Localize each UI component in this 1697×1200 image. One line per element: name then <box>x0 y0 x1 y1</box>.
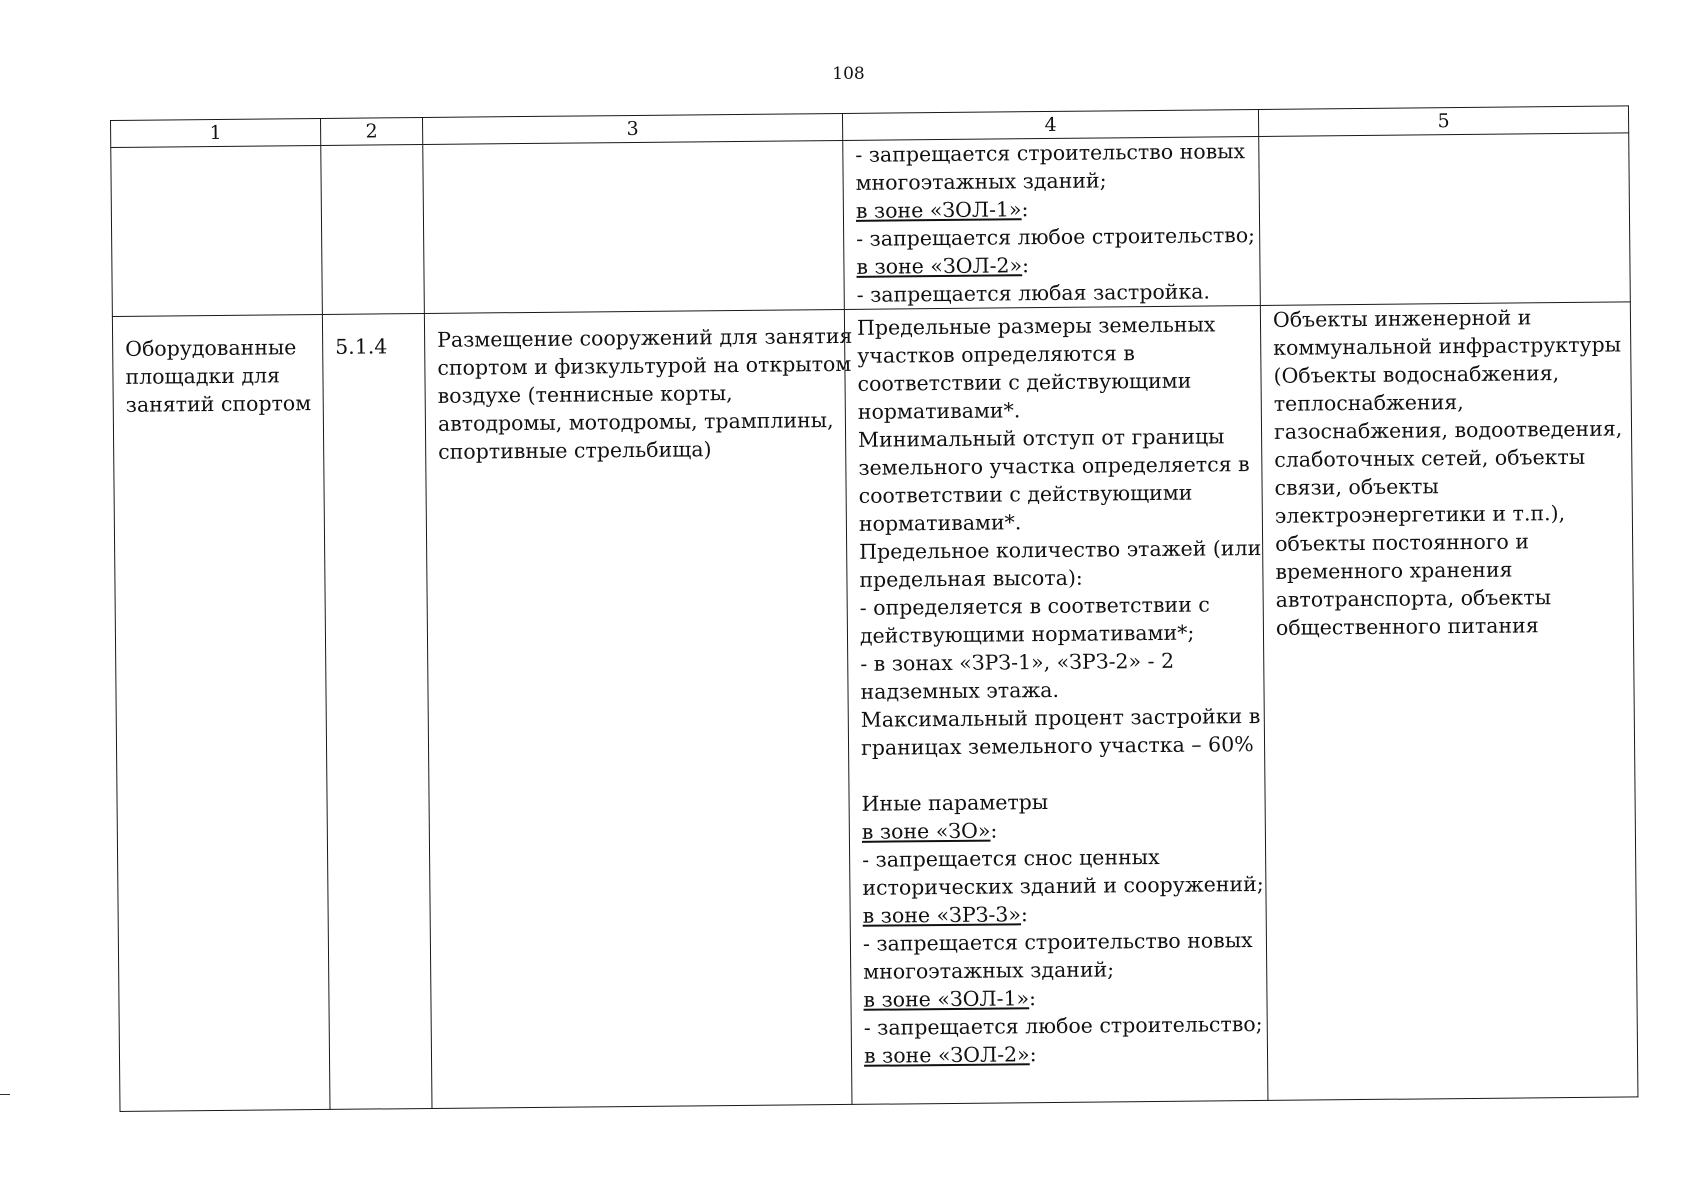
zone-heading-colon: : <box>1029 1042 1037 1067</box>
auxiliary-line: временного хранения <box>1275 557 1513 584</box>
zone-heading-line <box>856 193 1247 225</box>
parameter-line <box>861 786 1252 818</box>
zone-heading-text: в зоне «ЗРЗ-3» <box>862 902 1022 928</box>
auxiliary-uses-cell <box>1260 302 1638 1101</box>
header-col-1: 1 <box>111 118 321 147</box>
parameter-text: - запрещается любая застройка. <box>856 279 1211 307</box>
parameter-line <box>857 310 1248 342</box>
zone-heading-line <box>862 814 1253 846</box>
parameter-line <box>858 450 1249 482</box>
parameter-line <box>861 730 1252 762</box>
parameter-line <box>860 674 1251 706</box>
regulation-table-wrapper <box>110 105 1638 1112</box>
header-col-5: 5 <box>1258 106 1628 137</box>
parameter-text: нормативами*. <box>858 510 1022 536</box>
auxiliary-line: коммунальной инфраструктуры <box>1273 332 1622 360</box>
parameter-text: соответствии с действующими <box>857 368 1192 396</box>
zone-heading-colon: : <box>1028 986 1037 1011</box>
parameter-text: предельная высота): <box>859 565 1083 592</box>
auxiliary-line: теплоснабжения, <box>1273 390 1464 416</box>
parameter-text: действующими нормативами*; <box>859 620 1195 648</box>
zone-heading-text: в зоне «ЗО» <box>861 818 991 844</box>
continuation-row <box>111 133 1631 317</box>
header-col-3: 3 <box>422 113 842 144</box>
auxiliary-line: общественного питания <box>1275 613 1539 640</box>
parameter-line <box>860 590 1251 622</box>
zone-heading-colon: : <box>1021 197 1029 222</box>
parameter-text: многоэтажных зданий; <box>863 957 1115 984</box>
description-line: спортивные стрельбища) <box>438 437 712 464</box>
use-code: 5.1.4 <box>335 334 388 359</box>
use-code-cell <box>322 313 432 1109</box>
zone-heading-text: в зоне «ЗОЛ-1» <box>855 197 1022 223</box>
page-number: 108 <box>832 64 865 84</box>
parameter-text: - запрещается любое строительство; <box>863 1011 1263 1040</box>
parameter-text: - запрещается любое строительство; <box>856 223 1256 251</box>
parameter-text: Максимальный процент застройки в <box>860 703 1261 732</box>
parameter-line <box>857 338 1248 370</box>
header-col-4: 4 <box>842 109 1258 140</box>
zone-heading-text: в зоне «ЗОЛ-2» <box>856 253 1023 279</box>
zone-heading-text: в зоне «ЗОЛ-2» <box>863 1042 1030 1068</box>
parameter-text: исторических зданий и сооружений; <box>862 871 1264 900</box>
continuation-col-5 <box>1259 133 1631 306</box>
parameter-line <box>863 954 1254 986</box>
margin-mark <box>0 1094 10 1095</box>
use-name-line: площадки для <box>125 363 281 389</box>
parameter-line <box>863 1010 1263 1042</box>
parameter-line <box>862 870 1264 902</box>
parameter-line <box>861 758 1252 790</box>
zone-heading-line <box>863 898 1254 930</box>
auxiliary-line: (Объекты водоснабжения, <box>1273 361 1560 388</box>
auxiliary-line: электроэнергетики и т.п.), <box>1274 501 1566 528</box>
auxiliary-line: слаботочных сетей, объекты <box>1274 444 1586 472</box>
zone-heading-colon: : <box>990 818 998 843</box>
parameter-line <box>856 221 1256 253</box>
continuation-parameters-cell <box>843 136 1261 309</box>
zone-heading-line <box>856 249 1247 281</box>
parameter-text: Минимальный отступ от границы <box>857 424 1225 452</box>
auxiliary-line: связи, объекты <box>1274 474 1439 500</box>
parameter-line <box>858 394 1249 426</box>
description-line: Размещение сооружений для занятия <box>437 323 853 352</box>
auxiliary-line: автотранспорта, объекты <box>1275 585 1552 612</box>
parameter-line <box>860 702 1261 734</box>
parameter-line <box>857 277 1248 309</box>
parameter-text: - запрещается строительство новых <box>855 139 1246 167</box>
parameter-text: - определяется в соответствии с <box>859 592 1210 620</box>
zone-heading-colon: : <box>1021 253 1030 278</box>
permitted-use-name-cell <box>112 314 330 1111</box>
parameter-line <box>857 366 1248 398</box>
use-name-line: Оборудованные <box>125 335 297 361</box>
parameter-line <box>859 506 1250 538</box>
parameter-text: - запрещается строительство новых <box>862 928 1253 956</box>
parameter-text: Иные параметры <box>861 790 1049 816</box>
zone-heading-text: в зоне «ЗОЛ-1» <box>863 986 1030 1012</box>
parameter-text: земельного участка определяется в <box>858 452 1250 480</box>
regulation-table <box>110 105 1638 1112</box>
use-name-line: занятий спортом <box>125 391 312 417</box>
parameter-line <box>859 562 1250 594</box>
parameter-text: надземных этажа. <box>860 677 1060 704</box>
zone-heading-line <box>863 982 1254 1014</box>
description-line: автодромы, мотодромы, трамплины, <box>437 408 834 436</box>
description-line: воздухе (теннисные корты, <box>437 381 733 408</box>
parameter-text: границах земельного участка – 60% <box>860 732 1254 760</box>
table-row <box>112 302 1638 1112</box>
parameter-text: Предельные размеры земельных <box>856 312 1216 340</box>
parameter-text: соответствии с действующими <box>858 480 1193 508</box>
continuation-col-1 <box>111 145 323 316</box>
parameter-line <box>862 842 1253 874</box>
auxiliary-line: газоснабжения, водоотведения, <box>1273 416 1623 444</box>
parameter-text: Предельное количество этажей (или <box>859 535 1262 564</box>
header-col-2: 2 <box>320 118 422 146</box>
description-line: спортом и физкультурой на открытом <box>437 351 852 380</box>
parameter-line <box>860 646 1251 678</box>
parameter-line <box>859 478 1250 510</box>
parameter-line <box>858 422 1249 454</box>
parameter-text: - в зонах «ЗРЗ-1», «ЗРЗ-2» - 2 <box>860 648 1175 676</box>
parameter-line <box>863 926 1254 958</box>
parameter-line <box>860 618 1251 650</box>
parameter-line <box>859 534 1262 566</box>
parameter-text: нормативами*. <box>857 398 1021 424</box>
parameter-text: - запрещается снос ценных <box>862 844 1160 872</box>
use-description-cell <box>424 309 852 1108</box>
auxiliary-line: Объекты инженерной и <box>1272 305 1532 332</box>
continuation-col-3 <box>423 140 845 313</box>
parameter-line <box>856 165 1247 197</box>
parameter-text: многоэтажных зданий; <box>855 168 1107 195</box>
zone-heading-line <box>864 1038 1255 1070</box>
parameters-cell <box>844 305 1268 1104</box>
zone-heading-colon: : <box>1020 902 1029 927</box>
auxiliary-line: объекты постоянного и <box>1275 529 1530 556</box>
parameter-text: участков определяются в <box>857 341 1135 368</box>
parameter-line <box>855 137 1246 169</box>
continuation-col-2 <box>321 144 425 314</box>
